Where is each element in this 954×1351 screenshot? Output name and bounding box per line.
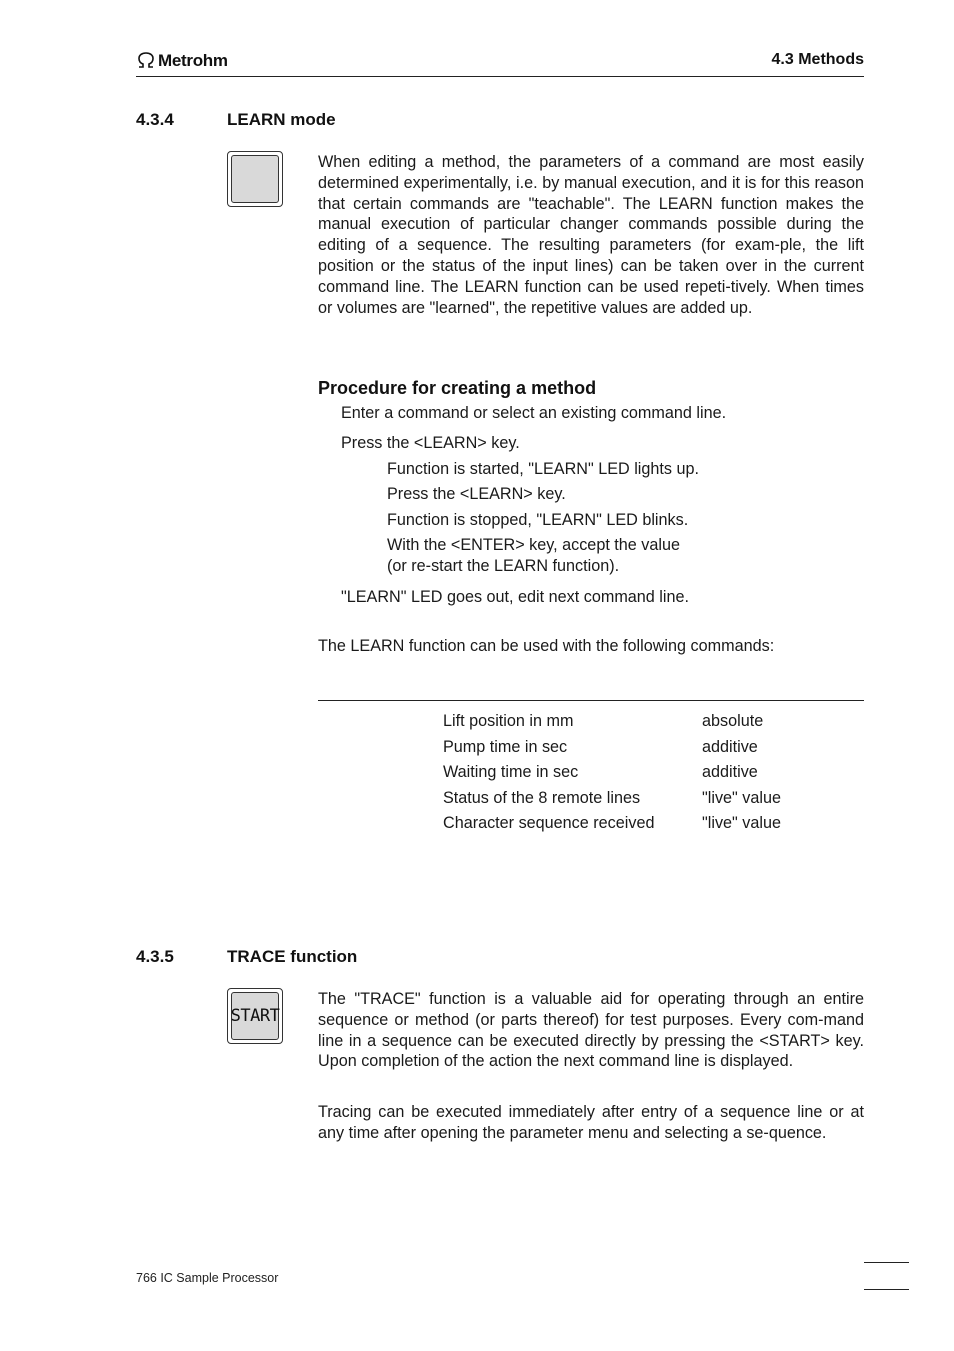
procedure-step: Function is stopped, "LEARN" LED blinks. [387,511,689,529]
table-cell-mode: "live" value [702,789,781,807]
procedure-step: (or re-start the LEARN function). [387,557,620,575]
section-number: 4.3.5 [136,947,174,966]
section-number: 4.3.4 [136,110,174,129]
table-cell-mode: additive [702,738,758,756]
procedure-heading: Procedure for creating a method [318,378,597,398]
table-cell-mode: "live" value [702,814,781,832]
table-cell-parameter: Pump time in sec [443,738,568,756]
table-cell-parameter: Lift position in mm [443,712,574,730]
start-key-icon [227,988,283,1044]
footer-rule-bottom [864,1289,909,1290]
trace-paragraph: The "TRACE" function is a valuable aid for operating through an entire sequence or method (or parts thereof) for test purposes. Every com-mand line in a sequence can be executed directly by pressing the <START> key. Upon completion of the action the next command line is displayed. [318,990,864,1071]
footer-product: 766 IC Sample Processor [136,1271,279,1285]
procedure-step: "LEARN" LED goes out, edit next command line. [341,588,690,606]
trace-paragraph: Tracing can be executed immediately after entry of a sequence line or at any time after opening the parameter menu and selecting a se-quence. [318,1103,864,1142]
header-divider [136,76,864,77]
start-key-face [231,992,279,1040]
section-title: LEARN mode [227,110,336,129]
brand-name: Metrohm [158,51,228,70]
table-cell-parameter: Character sequence received [443,814,655,832]
table-cell-mode: absolute [702,712,764,730]
table-cell-parameter: Status of the 8 remote lines [443,789,641,807]
table-cell-mode: additive [702,763,758,781]
procedure-step: Enter a command or select an existing command line. [341,404,727,422]
procedure-step: Press the <LEARN> key. [341,434,520,452]
learn-intro-paragraph: When editing a method, the parameters of a command are most easily determined experimentally, i.e. by manual execution, and it is for this reason that certain commands are "teachable". The LEARN function makes the manual execution of particular changer commands possible during the editing of a sequence. The resulting parameters (for exam-ple, the lift position or the status of the input lines) can be taken over in the current command line. The LEARN function can be used repeti-tively. When times or volumes are "learned", the repetitive values are added up. [318,153,864,317]
omega-logo-icon [136,51,156,71]
start-key-label: START [230,1006,280,1026]
footer-rule-top [864,1262,909,1263]
section-title: TRACE function [227,947,358,966]
brand-logo [136,50,228,72]
learn-key-icon [227,151,283,207]
running-header: 4.3 Methods [771,51,864,68]
procedure-step: Function is started, "LEARN" LED lights up. [387,460,699,478]
procedure-step: With the <ENTER> key, accept the value [387,536,681,554]
commands-intro: The LEARN function can be used with the following commands: [318,637,775,655]
procedure-step: Press the <LEARN> key. [387,485,566,503]
learn-key-face [231,155,279,203]
table-cell-parameter: Waiting time in sec [443,763,579,781]
table-divider [318,700,864,701]
